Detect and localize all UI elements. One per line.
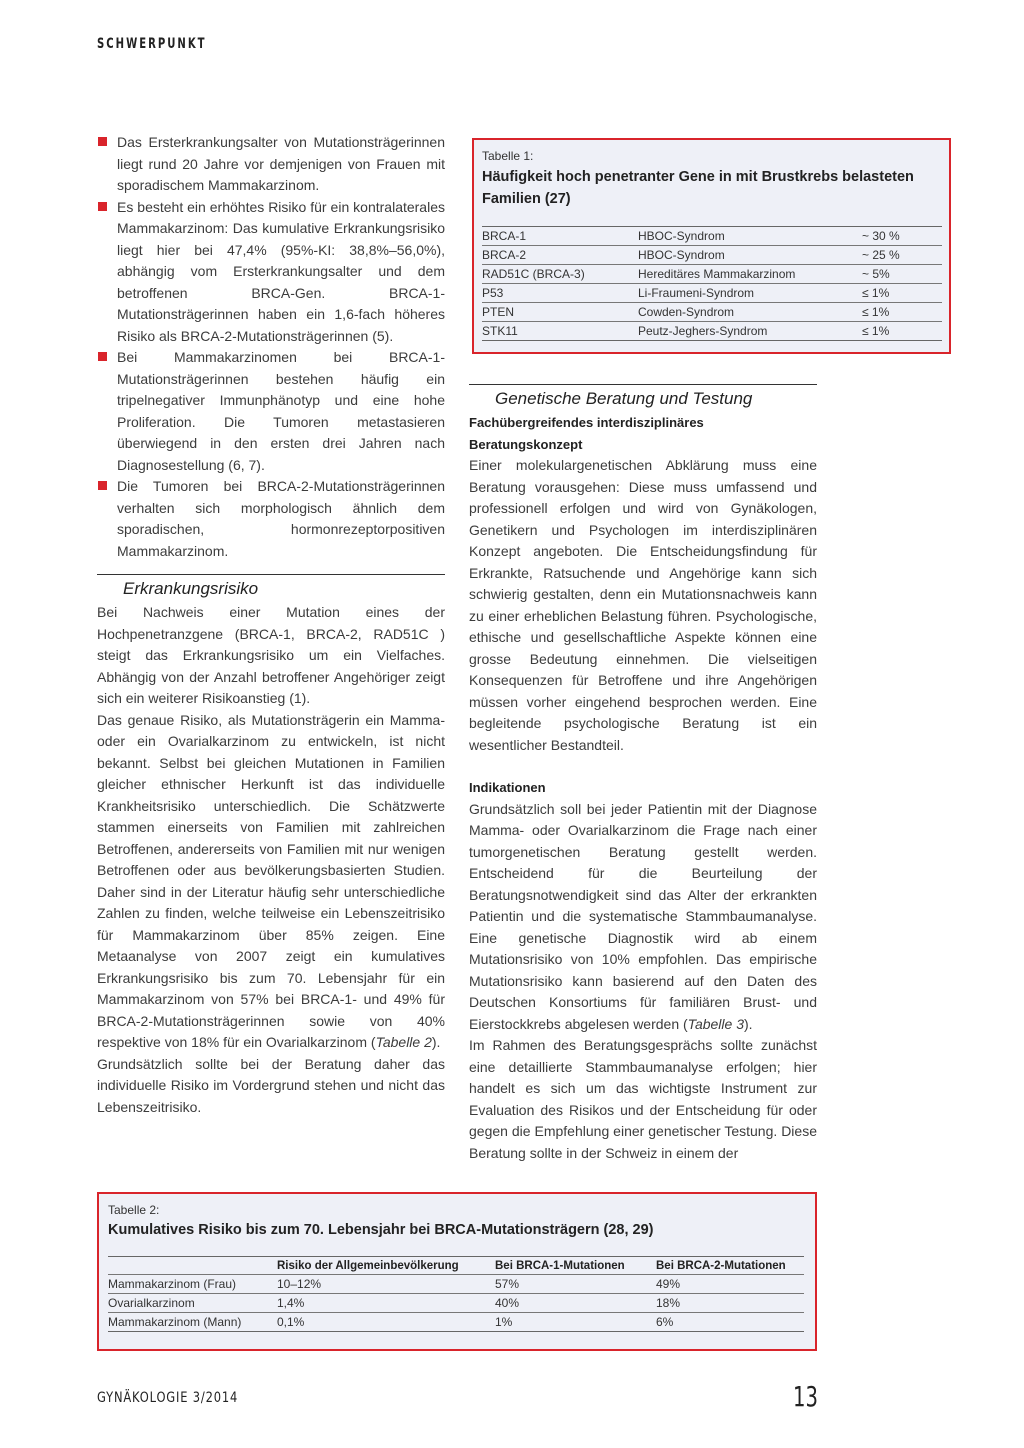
journal-footer: GYNÄKOLOGIE 3/2014 (97, 1390, 239, 1406)
running-head: SCHWERPUNKT (97, 36, 207, 52)
table-row: BRCA-2 HBOC-Syndrom ~ 25 % (482, 246, 942, 265)
section-divider (97, 574, 445, 575)
paragraph: Grundsätzlich soll bei jeder Patientin mit der Diagnose Mamma- oder Ovarialkarzinom die Frage nach einer tumorgenetischen Beratung gestellt werden. Entscheidend für die Beurteilung der Beratungsnotwendigkeit sind das Alter der erkrankten Patientin und die systematische Stammbaumanalyse. Eine genetische Diagnostik wird ab einem Mutationsrisiko von 10% empfohlen. Das empirische Mutationsrisiko kann basierend auf den Daten des Deutschen Konsortiums für familiären Brust- und Eierstockkrebs abgelesen werden (Tabelle 3). (469, 800, 817, 1032)
red-square-bullet-icon (98, 352, 107, 361)
table-row: Mammakarzinom (Mann) 0,1% 1% 6% (108, 1313, 804, 1332)
paragraph: Bei Nachweis einer Mutation eines der Hochpenetranzgene (BRCA-1, BRCA-2, RAD51C ) steigt das Erkrankungsrisiko um ein Vielfaches. Abhängig von der Anzahl betroffener Angehöriger zeigt sich ein weiterer Risikoanstieg (1). (97, 604, 445, 706)
red-square-bullet-icon (98, 202, 107, 211)
table-row: Ovarialkarzinom 1,4% 40% 18% (108, 1294, 804, 1313)
table-1 (482, 226, 942, 341)
left-column (97, 132, 445, 1118)
table-row: PTEN Cowden-Syndrom ≤ 1% (482, 303, 942, 322)
table-label: Tabelle 2: (108, 1203, 160, 1217)
section-title-erkrankungsrisiko: Erkrankungsrisiko (123, 579, 259, 598)
table-2-box (97, 1192, 817, 1351)
right-column (469, 384, 817, 1164)
table-row: Mammakarzinom (Frau) 10–12% 57% 49% (108, 1275, 804, 1294)
paragraph: Grundsätzlich sollte bei der Beratung daher das individuelle Risiko im Vordergrund stehen und nicht das Lebenszeitrisiko. (97, 1055, 445, 1115)
table-row: RAD51C (BRCA-3) Hereditäres Mammakarzinom ~ 5% (482, 265, 942, 284)
table-title: Kumulatives Risiko bis zum 70. Lebensjahr bei BRCA-Mutationsträgern (28, 29) (108, 1222, 654, 1238)
bullet-item: Die Tumoren bei BRCA-2-Mutationsträgerinnen verhalten sich morphologisch ähnlich dem sporadischen, hormonrezeptorpositiven Mammakarzinom. (97, 476, 445, 562)
subheading: Indikationen (469, 780, 546, 795)
table-reference: Tabelle 3 (687, 1015, 744, 1032)
table-row: STK11 Peutz-Jeghers-Syndrom ≤ 1% (482, 322, 942, 341)
section-title-genetische-beratung: Genetische Beratung und Testung (495, 389, 753, 408)
table-1-box (472, 138, 951, 354)
table-label: Tabelle 1: (482, 149, 534, 163)
paragraph: Das genaue Risiko, als Mutationsträgerin ein Mamma- oder ein Ovarialkarzinom zu entwickeln, ist nicht bekannt. Selbst bei gleichen Mutationen in Familien gleicher ethnischer Herkunft ist das individuelle Krankheitsrisiko unterschiedlich. Die Schätzwerte stammen einerseits von Familien mit zahlreichen Betroffenen, andererseits von Familien mit nur wenigen Betroffenen oder aus bevölkerungsbasierten Studien. Daher sind in der Literatur häufig sehr unterschiedliche Zahlen zu finden, welche teilweise ein Lebenszeitrisiko für Mammakarzinom über 85% zeigen. Eine Metaanalyse von 2007 zeigt ein kumulatives Erkrankungsrisiko bis zum 70. Lebensjahr für ein Mammakarzinom von 57% bei BRCA-1- und 49% für BRCA-2-Mutationsträgerinnen sowie von 40% respektive von 18% für ein Ovarialkarzinom (Tabelle 2). (97, 711, 445, 1050)
bullet-item: Bei Mammakarzinomen bei BRCA-1-Mutationsträgerinnen bestehen häufig ein tripelnegativer Immunphänotyp und eine hohe Proliferation. Die Tumoren metastasieren überwiegend in den ersten drei Jahren nach Diagnosestellung (6, 7). (97, 347, 445, 476)
section-divider (469, 384, 817, 385)
paragraph: Im Rahmen des Beratungsgesprächs sollte zunächst eine detaillierte Stammbaumanalyse erfolgen; hier handelt es sich um das wichtigste Instrument zur Evaluation des Risikos und der Entscheidung für oder gegen die Empfehlung einer genetischer Testung. Diese Beratung sollte in der Schweiz in einem der (469, 1037, 817, 1161)
table-reference: Tabelle 2 (375, 1034, 432, 1050)
table-header-row: Risiko der Allgemeinbevölkerung Bei BRCA-1-Mutationen Bei BRCA-2-Mutationen (108, 1256, 804, 1275)
red-square-bullet-icon (98, 481, 107, 490)
red-square-bullet-icon (98, 137, 107, 146)
bullet-item: Es besteht ein erhöhtes Risiko für ein kontralaterales Mammakarzinom: Das kumulative Erkrankungsrisiko liegt hier bei 47,4% (95%-KI: 38,8%–56,0%), abhängig vom Ersterkrankungsalter und dem betroffenen BRCA-Gen. BRCA-1-Mutationsträgerinnen haben ein 1,6-fach höheres Risiko als BRCA-2-Mutationsträgerinnen (5). (97, 197, 445, 348)
page-number: 13 (793, 1380, 818, 1413)
bullet-item: Das Ersterkrankungsalter von Mutationsträgerinnen liegt rund 20 Jahre vor demjenigen von Frauen mit sporadischem Mammakarzinom. (97, 132, 445, 197)
paragraph: Einer molekulargenetischen Abklärung muss eine Beratung vorausgehen: Diese muss umfassend und professionell erfolgen und wird von Gynäkologen, Genetikern und Psychologen im interdisziplinären Konzept angeboten. Die Entscheidungsfindung für Erkrankte, Ratsuchende und Angehörige kann sich schwierig gestalten, denn ein Mutationsnachweis kann zu einer erheblichen Belastung führen. Psychologische, ethische und gesellschaftliche Aspekte können eine grosse Bedeutung einnehmen. Die vielseitigen Konsequenzen für Betroffene und ihre Angehörigen müssen vorher eingehend besprochen werden. Eine begleitende psychologische Beratung ist ein wesentlicher Bestandteil. (469, 457, 817, 753)
table-row: BRCA-1 HBOC-Syndrom ~ 30 % (482, 227, 942, 246)
subheading: Fachübergreifendes interdisziplinäres Beratungskonzept (469, 415, 704, 452)
table-title: Häufigkeit hoch penetranter Gene in mit Brustkrebs belasteten Familien (27) (482, 169, 914, 207)
table-2 (108, 1256, 804, 1332)
table-row: P53 Li-Fraumeni-Syndrom ≤ 1% (482, 284, 942, 303)
